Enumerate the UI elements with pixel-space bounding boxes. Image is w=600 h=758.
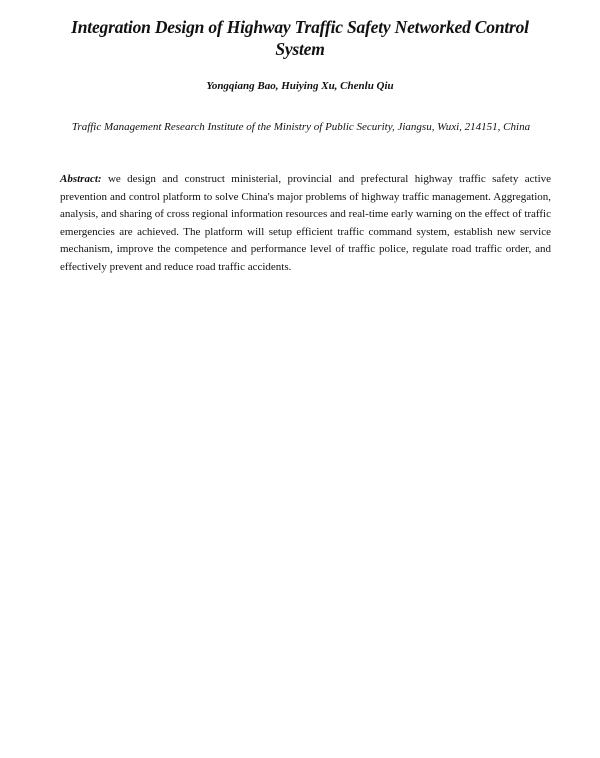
abstract-label: Abstract: bbox=[60, 173, 102, 185]
author-list: Yongqiang Bao, Huiying Xu, Chenlu Qiu bbox=[206, 80, 394, 92]
abstract-paragraph bbox=[60, 171, 551, 277]
paper-title: Integration Design of Highway Traffic Safety Networked Control System bbox=[71, 17, 529, 59]
author-affiliation: Traffic Management Research Institute of the Ministry of Public Security, Jiangsu, Wuxi, 214151, China bbox=[71, 121, 531, 133]
abstract-text: we design and construct ministerial, provincial and prefectural highway traffic safety active prevention and control platform to solve China's major problems of highway traffic management. Aggregation, analysis, and sharing of cross regional information resources and real-time early warning on the effect of traffic emergencies are achieved. The platform will setup efficient traffic command system, establish new service mechanism, improve the competence and performance level of traffic police, regulate road traffic order, and effectively prevent and reduce road traffic accidents. bbox=[60, 173, 552, 273]
